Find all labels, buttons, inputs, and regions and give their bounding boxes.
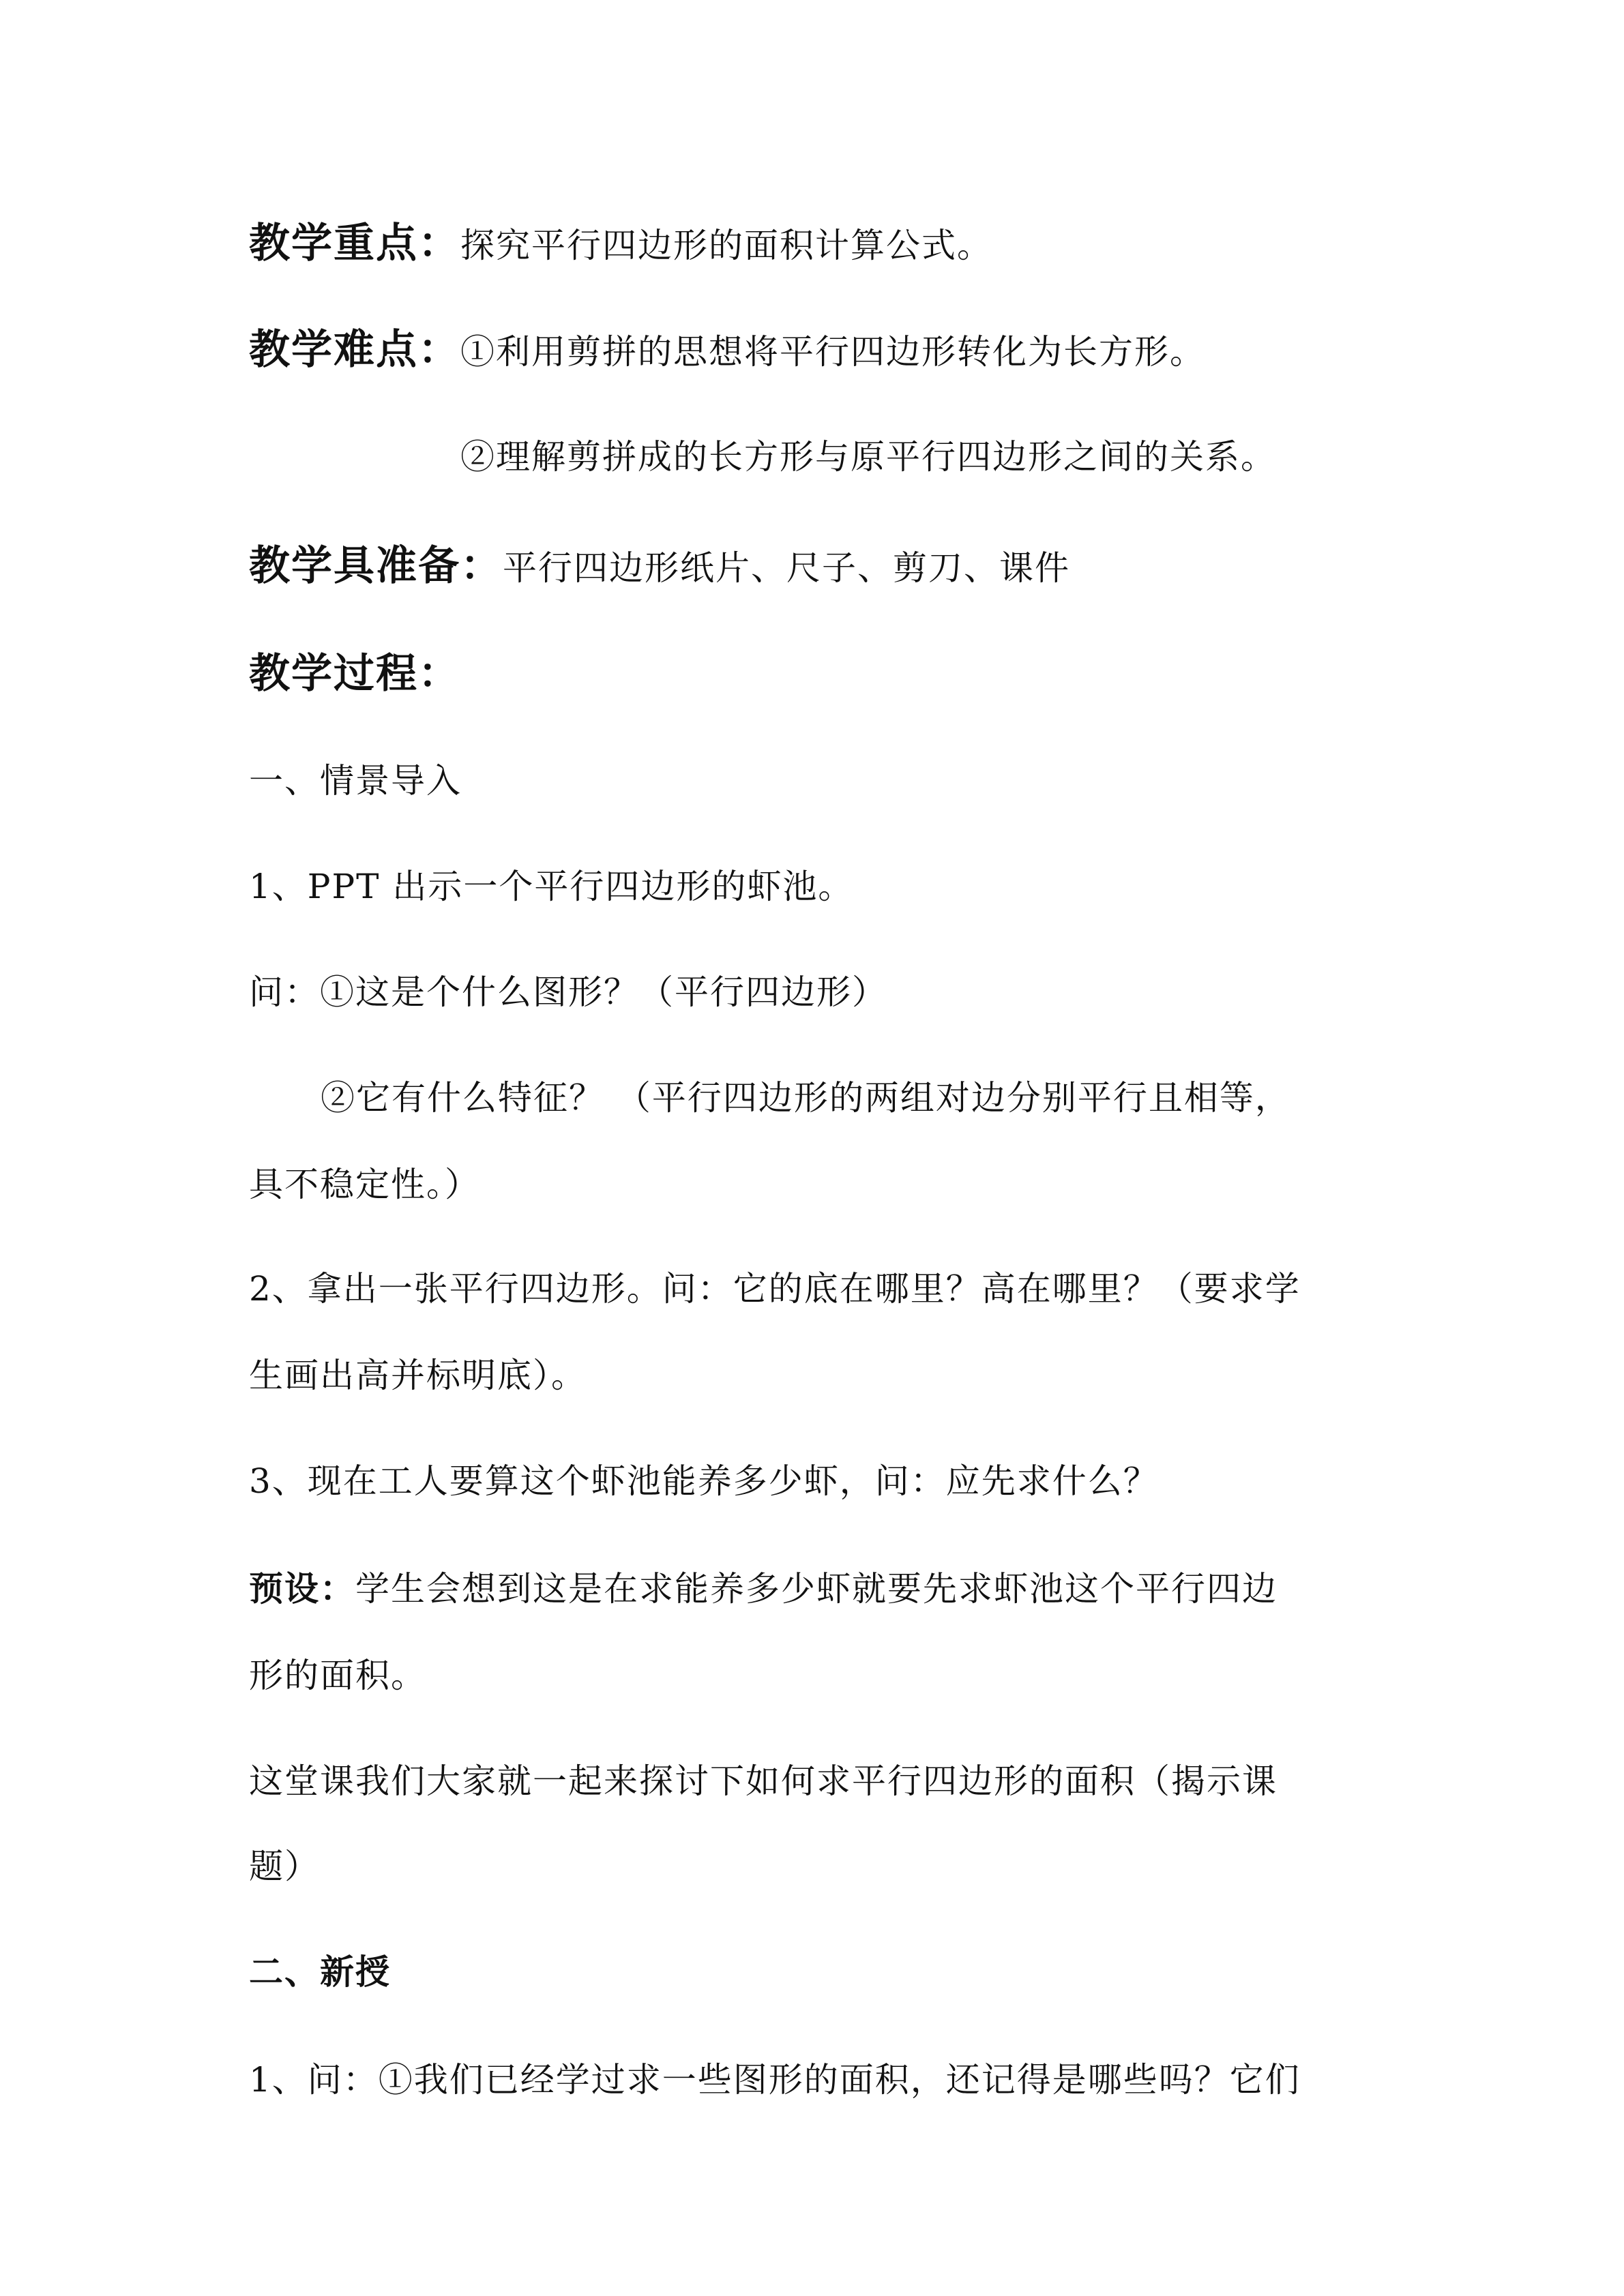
teaching-difficulty-text: ①利用剪拼的思想将平行四边形转化为长方形。 [460,332,1205,372]
section-1-item-3: 3、现在工人要算这个虾池能养多少虾，问：应先求什么？ [249,1461,1159,1501]
section-1-question-2: ②它有什么特征？ （平行四边形的两组对边分别平行且相等， [321,1078,1290,1118]
teaching-difficulty-label: 教学难点： [249,326,460,374]
teaching-focus-label: 教学重点： [249,220,460,267]
teaching-difficulty-line-2: ②理解剪拼成的长方形与原平行四边形之间的关系。 [460,437,1276,477]
teaching-focus-text: 探究平行四边形的面积计算公式。 [460,226,992,265]
section-1-item-2: 2、拿出一张平行四边形。问：它的底在哪里？高在哪里？（要求学 [249,1269,1301,1309]
teaching-materials-line [249,542,1070,590]
teaching-materials-label: 教学具准备： [249,542,503,590]
teaching-focus-line [249,220,992,267]
section-1-question-2-continued: 具不稳定性。） [249,1165,480,1204]
preset-text: 学生会想到这是在求能养多少虾就要先求虾池这个平行四边 [355,1569,1278,1609]
intro-line: 这堂课我们大家就一起来探讨下如何求平行四边形的面积（揭示课 [249,1761,1278,1801]
section-1-question-1: 问：①这是个什么图形？（平行四边形） [249,972,887,1012]
preset-line [249,1568,1278,1609]
teaching-materials-text: 平行四边形纸片、尺子、剪刀、课件 [503,548,1070,588]
section-1-item-1: 1、PPT 出示一个平行四边形的虾池。 [249,867,854,906]
preset-line-continued: 形的面积。 [249,1656,426,1695]
intro-line-continued: 题） [249,1847,320,1886]
section-2-item-1: 1、问：①我们已经学过求一些图形的面积，还记得是哪些吗？它们 [249,2060,1301,2100]
section-1-heading: 一、情景导入 [249,761,462,801]
section-2-heading: 二、新授 [249,1952,391,1992]
section-1-item-2-continued: 生画出高并标明底）。 [249,1356,587,1395]
preset-label: 预设： [249,1569,355,1609]
teaching-difficulty-line [249,326,1205,374]
teaching-process-heading: 教学过程： [249,650,460,698]
